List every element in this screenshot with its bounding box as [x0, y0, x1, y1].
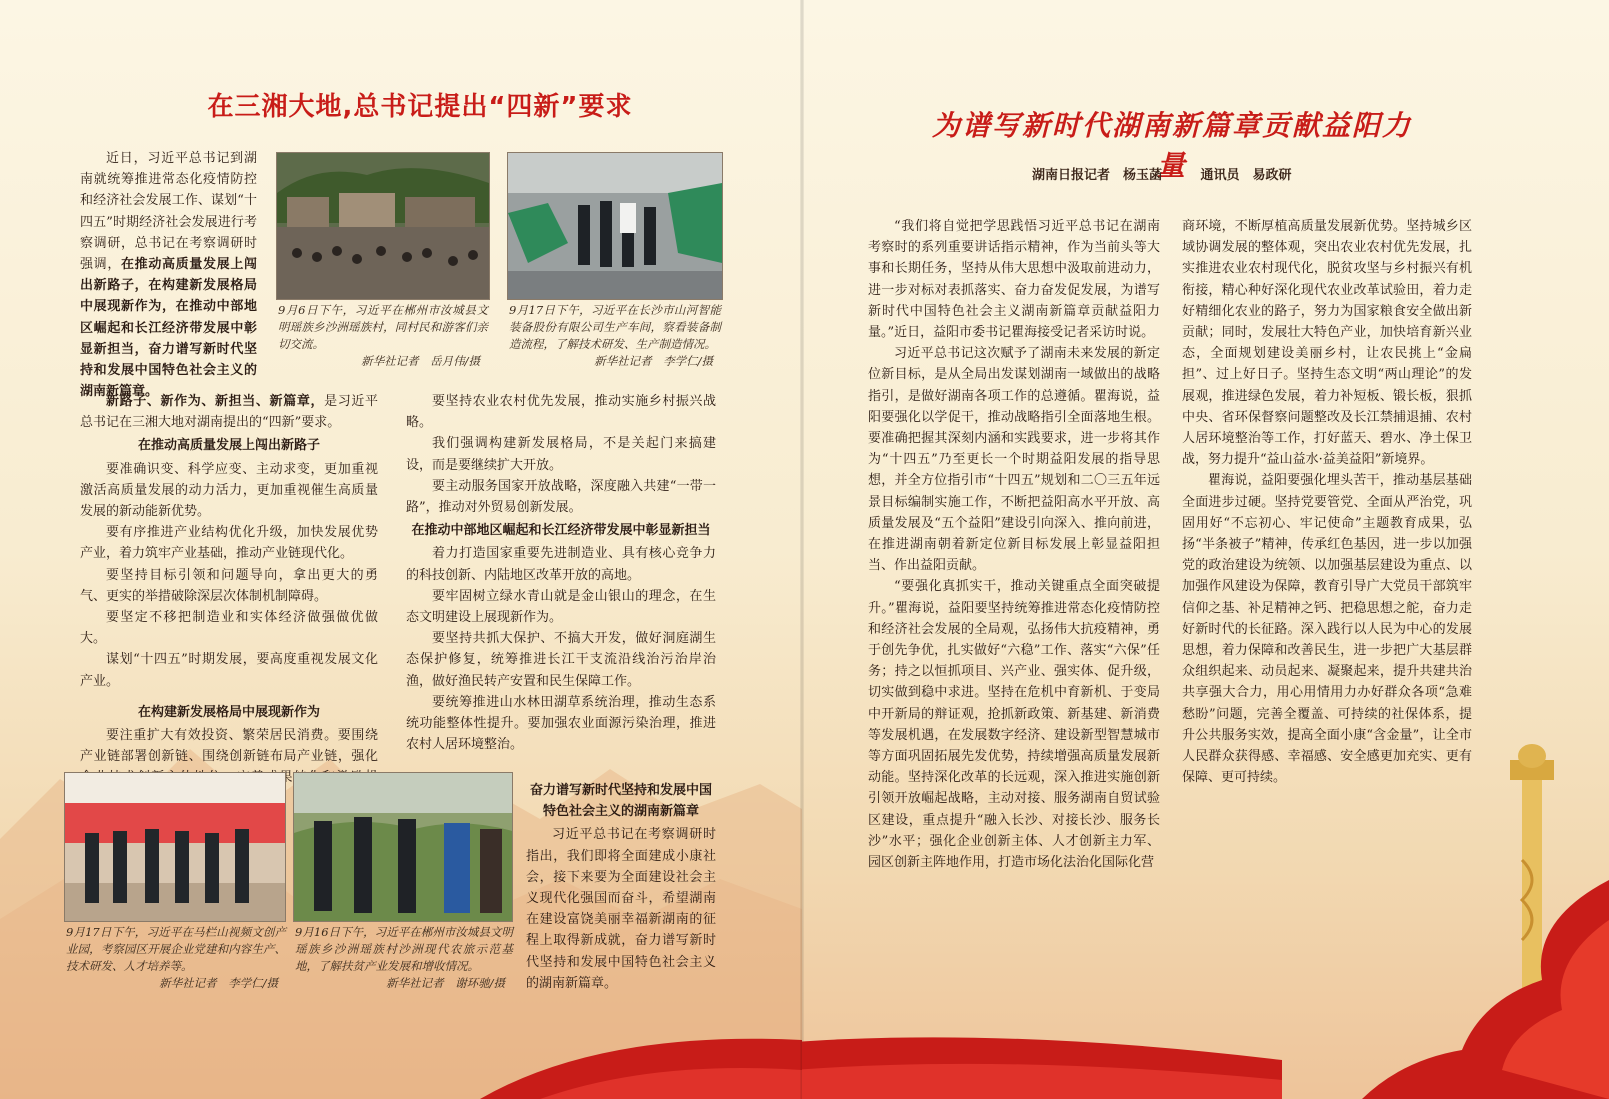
- right-page-title: 为谱写新时代湖南新篇章贡献益阳力量: [932, 109, 1413, 182]
- left-page: [0, 0, 802, 1099]
- right-col-2: 商环境，不断厚植高质量发展新优势。坚持城乡区域协调发展的整体观，突出农业农村优先发展，扎实推进农业农村现代化，脱贫攻坚与乡村振兴有机衔接，精心种好深化现代农业改革试验田，着力走好精细化农业的路子，努力为国家粮食安全做出新贡献；同时，发展壮大特色产业，加快培育新兴业态，全面规划建设美丽乡村，让农民挑上“金扁担”、过上好日子。坚持生态文明“两山理论”的发展观，推进绿色发展，着力补短板、锻长板，狠抓中央、省环保督察问题整改及长江禁捕退捕、农村人居环境整治等工作，打好蓝天、碧水、净土保卫战，努力提升“益山益水·益美益阳”新境界。 瞿海说，益阳要强化埋头苦干，推动基层基础全面进步过硬。坚持党要管党、全面从严治党，巩固用好“不忘初心、牢记使命”主题教育成果，弘扬“半条被子”精神，传承红色基因，进一步以加强党的政治建设为统领、以加强基层建设为重点、以加强作风建设为保障，教育引导广大党员干部筑牢信仰之基、补足精神之钙、把稳思想之舵，奋力走好新时代的长征路。深入践行以人民为中心的发展思想，着力保障和改善民生，进一步把广大基层群众组织起来、动员起来、凝聚起来，提升共建共治共享强大合力，用心用情用力办好群众各项“急难愁盼”问题，完善全覆盖、可持续的社保体系，提升公共服务实效，提高全面小康“含金量”，让全市人民群众获得感、幸福感、安全感更加充实、更有保障、更可持续。: [1182, 219, 1472, 786]
- photo-media-park: [64, 772, 286, 922]
- photo-farm-base: [293, 772, 513, 922]
- photo-farm-base-icon: [294, 773, 512, 921]
- right-page: [802, 0, 1609, 1099]
- photo-village-caption: 9月6日下午，习近平在郴州市汝城县文明瑶族乡沙洲瑶族村，同村民和游客们亲切交流。 新华社记者 岳月伟/摄: [278, 303, 488, 368]
- subhead-1: 在推动高质量发展上闯出新路子: [137, 438, 320, 454]
- left-page-title: 在三湘大地,总书记提出“四新”要求: [207, 92, 633, 122]
- red-ribbon-icon: [480, 1010, 802, 1099]
- subhead-3: 在推动中部地区崛起和长江经济带发展中彰显新担当: [411, 523, 711, 539]
- red-flag-ribbon-icon: [1282, 880, 1609, 1099]
- subhead-4: 奋力谱写新时代坚持和发展中国特色社会主义的湖南新篇章: [529, 783, 712, 820]
- left-col-b: 新路子、新作为、新担当、新篇章，是习近平总书记在三湘大地对湖南提出的“四新”要求。 在推动高质量发展上闯出新路子 要准确识变、科学应变、主动求变，更加重视激活高质量发展的动力活力，更加重视催生高质量发展的新动能新优势。 要有序推进产业结构优化升级，加快发展优势产业，着力筑牢产业基础，推动产业链现代化。 要坚持目标引领和问题导向，拿出更大的勇气、更实的举措破除深层次体制机制障碍。 要坚定不移把制造业和实体经济做强做优做大。 谋划“十四五”时期发展，要高度重视发展文化产业。 在构建新发展格局中展现新作为 要注重扩大有效投资、繁荣居民消费。要围绕产业链部署创新链、围绕创新链布局产业链，强化 成果转化: [80, 394, 378, 786]
- photo-farm-base-caption: 9月16日下午，习近平在郴州市汝城县文明瑶族乡沙洲瑶族村沙洲现代农旅示范基地，了解扶贫产业发展和增收情况。 新华社记者 谢环驰/摄: [295, 925, 513, 990]
- byline-correspondent: 通讯员 易政研: [1200, 168, 1292, 183]
- bottom-red-ribbon-icon: [802, 1000, 1282, 1099]
- photo-media-park-caption: 9月17日下午，习近平在马栏山视频文创产业园，考察园区开展企业党建和内容生产、技术研发、人才培养等。 新华社记者 李学仁/摄: [66, 925, 286, 990]
- photo-village: [276, 152, 490, 300]
- summary-bold: 新路子、新作为、新担当、新篇章，: [106, 394, 325, 409]
- photo-factory: [507, 152, 723, 300]
- intro-text: 近日，习近平总书记到湖南就统筹推进常态化疫情防控和经济社会发展工作、谋划“十四五”时期经济社会发展进行考察调研，总书记在考察调研时强调，: [80, 151, 257, 273]
- photo-media-park-icon: [65, 773, 285, 921]
- photo-factory-caption: 9月17日下午，习近平在长沙市山河智能装备股份有限公司生产车间，察看装备制造流程，了解技术研发、生产制造情况。 新华社记者 李学仁/摄: [509, 303, 721, 368]
- photo-village-icon: [277, 153, 489, 299]
- photo-factory-icon: [508, 153, 722, 299]
- intro-bold: 在推动高质量发展上闯出新路子，在构建新发展格局中展现新作为，在推动中部地区崛起和长江经济带发展中彰显新担当，奋力谱写新时代坚持和发展中国特色社会主义的湖南新篇章。: [80, 257, 257, 400]
- left-col-d: 奋力谱写新时代坚持和发展中国特色社会主义的湖南新篇章 习近平总书记在考察调研时指出，我们即将全面建成小康社会，接下来要为全面建设社会主义现代化强国而奋斗，希望湖南在建设富饶美丽幸福新湖南的征程上取得新成就，奋力谱写新时代坚持和发展中国特色社会主义的湖南新篇章。: [526, 778, 716, 994]
- left-col-c: 要坚持农业农村优先发展，推动实施乡村振兴战略。 我们强调构建新发展格局，不是关起门来搞建设，而是要继续扩大开放。 要主动服务国家开放战略，深度融入共建“一带一路”，推动对外贸易创新发展。 在推动中部地区崛起和长江经济带发展中彰显新担当 着力打造国家重要先进制造业、具有核心竞争力的科技创新、内陆地区改革开放的高地。 要牢固树立绿水青山就是金山银山的理念，在生态文明建设上展现新作为。 要坚持共抓大保护、不搞大开发，做好洞庭湖生态保护修复，统筹推进长江干支流沿线治污治岸治渔，做好渔民转产安置和民生保障工作。 要统筹推进山水林田湖草系统治理，推动生态系统功能整体性提升。要加强农业面源污染治理，推进农村人居环境整治。: [406, 394, 716, 753]
- right-col-1: “我们将自觉把学思践悟习近平总书记在湖南考察时的系列重要讲话指示精神，作为当前头等大事和长期任务，坚持从伟大思想中汲取前进动力，进一步对标对表抓落实、奋力奋发促发展，为谱写新时代中国特色社会主义湖南新篇章贡献益阳力量。”近日，益阳市委书记瞿海接受记者采访时说。 习近平总书记这次赋予了湖南未来发展的新定位新目标，是从全局出发谋划湖南一域做出的战略指引，是做好湖南各项工作的总遵循。瞿海说，益阳要强化以学促干，推动战略指引全面落地生根。要准确把握其深刻内涵和实践要求，进一步将其作为“十四五”乃至更长一个时期益阳发展的指导思想，并全方位指引市“十四五”规划和二〇三五年远景目标编制实施工作，不断把益阳高水平开放、高质量发展及“五个益阳”建设引向深入、推向前进，在推进湖南朝着新定位新目标发展上彰显益阳担当、作出益阳贡献。 “要强化真抓实干，推动关键重点全面突破提升。”瞿海说，益阳要坚持统筹推进常态化疫情防控和经济社会发展的全局观，弘扬伟大抗疫精神，勇于创先争优，扎实做好“六稳”工作、落实“六保”任务；持之以恒抓项目、兴产业、强实体、促升级，切实做到稳中求进。坚持在危机中育新机、于变局中开新局的辩证观，抢抓新政策、新基建、新消费等发展机遇，在发展数字经济、建设新型智慧城市等方面巩固拓展先发优势，持续增强高质量发展新动能。坚持深化改革的长远观，深入推进实施创新引领开放崛起战略，主动对接、服务湖南自贸试验区建设，重点提升“融入长沙、对接长沙、服务长沙”水平；强化企业创新主体、人才创新主力军、园区创新主阵地作用，打造市场化法治化国际化营: [868, 219, 1160, 871]
- left-col-a: [80, 148, 257, 402]
- byline: [1032, 164, 1326, 183]
- byline-reporter: 湖南日报记者 杨玉菡: [1032, 168, 1163, 183]
- subhead-2: 在构建新发展格局中展现新作为: [137, 704, 320, 720]
